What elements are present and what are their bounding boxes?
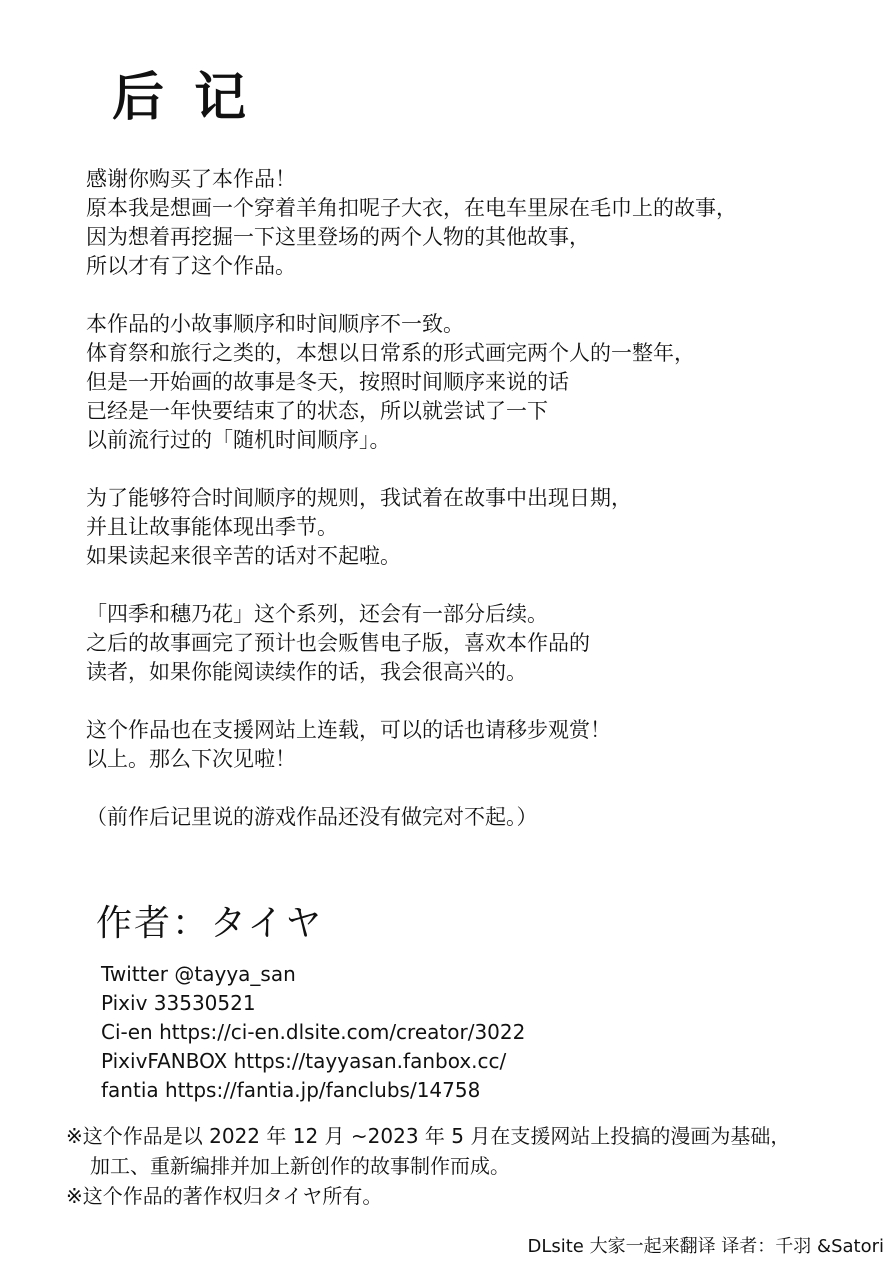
paragraph-series	[86, 600, 846, 687]
text-line: 但是一开始画的故事是冬天，按照时间顺序来说的话	[86, 370, 569, 394]
text-line: 并且让故事能体现出季节。	[86, 515, 338, 539]
text-line: 体育祭和旅行之类的，本想以日常系的形式画完两个人的一整年，	[86, 341, 695, 365]
paragraph-thanks	[86, 165, 846, 281]
text-line: 「四季和穗乃花」这个系列，还会有一部分后续。	[86, 602, 548, 626]
paragraph-apology	[86, 803, 846, 832]
text-line: 之后的故事画完了预计也会贩售电子版，喜欢本作品的	[86, 631, 590, 655]
note-source: ※这个作品是以 2022 年 12 月 ~2023 年 5 月在支援网站上投搞的漫画为基础，	[66, 1124, 791, 1148]
note-copyright: ※这个作品的著作权归タイヤ所有。	[66, 1184, 383, 1208]
note-source-continued: 加工、重新编排并加上新创作的故事制作而成。	[90, 1154, 510, 1178]
text-line: 所以才有了这个作品。	[86, 254, 296, 278]
author-links	[101, 960, 525, 1105]
text-line: 为了能够符合时间顺序的规则，我试着在故事中出现日期，	[86, 486, 632, 510]
link-fanbox[interactable]: PixivFANBOX https://tayyasan.fanbox.cc/	[101, 1049, 507, 1073]
author-heading: 作者：タイヤ	[96, 903, 324, 944]
text-line: 以前流行过的「随机时间顺序」。	[86, 428, 391, 452]
text-line: 原本我是想画一个穿着羊角扣呢子大衣，在电车里尿在毛巾上的故事，	[86, 196, 737, 220]
text-line: 读者，如果你能阅读续作的话，我会很高兴的。	[86, 660, 527, 684]
text-line: 如果读起来很辛苦的话对不起啦。	[86, 544, 401, 568]
paragraph-support	[86, 716, 846, 774]
link-ci-en[interactable]: Ci-en https://ci-en.dlsite.com/creator/3022	[101, 1020, 526, 1044]
text-line: 这个作品也在支援网站上连载，可以的话也请移步观赏！	[86, 718, 611, 742]
link-pixiv[interactable]: Pixiv 33530521	[101, 991, 256, 1015]
afterword-body	[86, 165, 846, 861]
text-line: 本作品的小故事顺序和时间顺序不一致。	[86, 312, 464, 336]
footnotes	[66, 1121, 790, 1211]
text-line: 已经是一年快要结束了的状态，所以就尝试了一下	[86, 399, 548, 423]
text-line: （前作后记里说的游戏作品还没有做完对不起。）	[86, 805, 538, 829]
paragraph-dates	[86, 484, 846, 571]
text-line: 以上。那么下次见啦！	[86, 747, 296, 771]
link-fantia[interactable]: fantia https://fantia.jp/fanclubs/14758	[101, 1078, 481, 1102]
text-line: 因为想着再挖掘一下这里登场的两个人物的其他故事，	[86, 225, 590, 249]
paragraph-order	[86, 310, 846, 455]
link-twitter[interactable]: Twitter @tayya_san	[101, 962, 296, 986]
page-title: 后 记	[112, 68, 253, 128]
translator-credit: DLsite 大家一起来翻译 译者：千羽 &Satori	[527, 1236, 884, 1257]
text-line: 感谢你购买了本作品！	[86, 167, 296, 191]
